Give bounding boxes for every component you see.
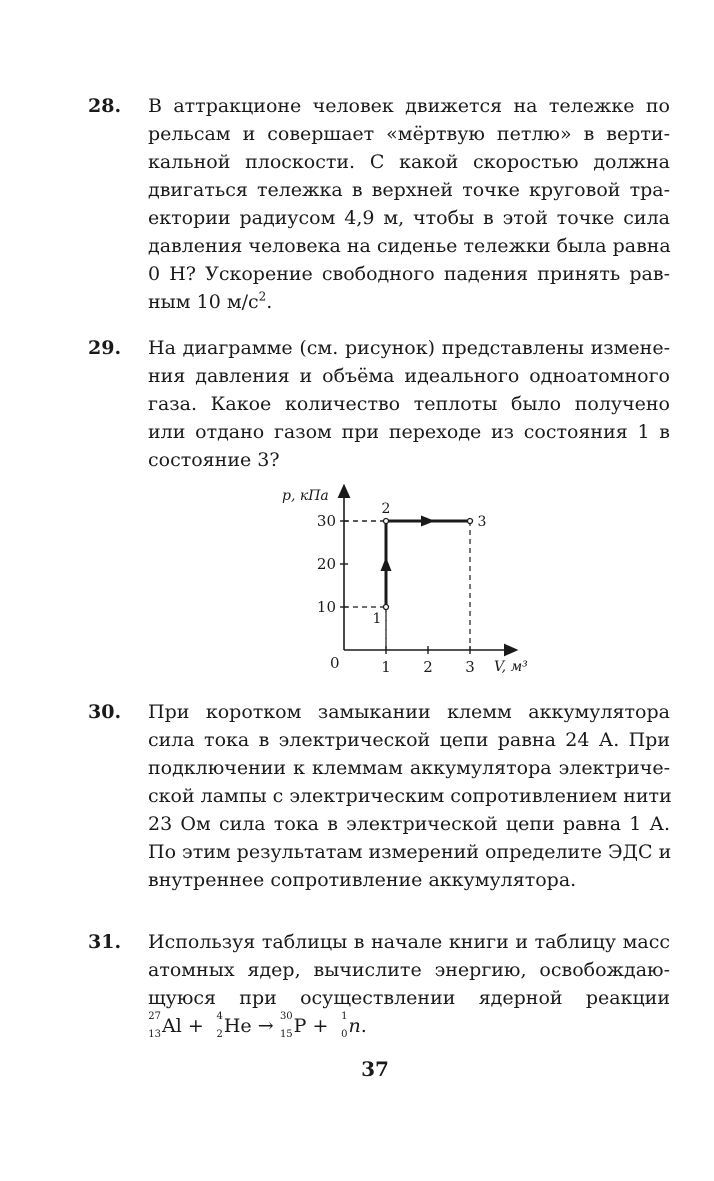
text-line: рельсам и совершает «мёртвую петлю» в верти- [148, 123, 670, 145]
text-line: или отдано газом при переходе из состояния 1 в [148, 421, 670, 443]
x-tick-label: 3 [465, 658, 475, 676]
text-line: По этим результатам измерений определите ЭДС и [148, 841, 672, 863]
y-axis-label: p, кПа [282, 488, 329, 504]
problem-number: 30. [88, 701, 122, 723]
problem-number: 29. [88, 337, 122, 359]
problem-31 [88, 928, 670, 1040]
problem-28 [88, 92, 670, 316]
direction-arrow [421, 516, 435, 527]
text-line-tail: . [266, 291, 273, 313]
problem-text [148, 92, 670, 316]
state-point [468, 519, 473, 524]
text-line-body: ным 10 м/с [148, 291, 259, 313]
element-symbol: P [293, 1015, 307, 1037]
element-symbol: He [223, 1015, 252, 1037]
page-number: 37 [361, 1057, 389, 1081]
problem-29 [88, 334, 670, 474]
text-line: 23 Ом сила тока в электрической цепи равна 1 А. [148, 813, 670, 835]
text-line: кальной плоскости. С какой скоростью должна [148, 151, 670, 173]
text-line: состояние 3? [148, 449, 280, 471]
element-symbol: Al [162, 1015, 182, 1037]
mass-number: 1 [341, 1011, 348, 1022]
plus-sign: + [187, 1015, 204, 1037]
text-line: На диаграмме (см. рисунок) представлены измене- [148, 337, 670, 359]
plus-sign: + [312, 1015, 329, 1037]
text-line: ния давления и объёма идеального одноатомного [148, 365, 670, 387]
text-line: газа. Какое количество теплоты было получено [148, 393, 670, 415]
isotope-indices [148, 1011, 162, 1040]
isotope-indices [210, 1011, 224, 1040]
state-label: 2 [381, 501, 391, 517]
y-tick-label: 30 [316, 512, 336, 530]
text-line: атомных ядер, вычислите энергию, освобождаю- [148, 959, 670, 981]
text-line: ектории радиусом 4,9 м, чтобы в этой точке сила [148, 207, 670, 229]
pv-diagram [262, 478, 562, 683]
mass-number: 30 [279, 1011, 293, 1022]
problem-text [148, 928, 670, 1040]
atomic-number: 13 [148, 1029, 161, 1040]
text-line: Используя таблицы в начале книги и таблицу масс [148, 931, 670, 953]
state-point [384, 519, 389, 524]
problem-number: 28. [88, 95, 122, 117]
text-line: 0 Н? Ускорение свободного падения принять рав- [148, 263, 670, 285]
text-line: двигаться тележка в верхней точке круговой тра- [148, 179, 670, 201]
isotope-indices [334, 1011, 348, 1040]
reaction-arrow: → [257, 1015, 274, 1037]
text-line [148, 288, 670, 316]
state-label: 1 [372, 611, 382, 627]
text-line: давления человека на сиденье тележки была равна [148, 235, 671, 257]
text-line: подключении к клеммам аккумулятора электриче- [148, 757, 670, 779]
problem-30 [88, 698, 670, 894]
text-line: При коротком замыкании клемм аккумулятора [148, 701, 670, 723]
atomic-number: 2 [216, 1029, 223, 1040]
nuclear-reaction [148, 1012, 670, 1040]
x-axis-label: V, м³ [494, 659, 528, 675]
atomic-number: 0 [341, 1029, 348, 1040]
mass-number: 4 [216, 1011, 223, 1022]
x-tick-label: 1 [381, 658, 391, 676]
text-line: ской лампы с электрическим сопротивлением нити [148, 785, 672, 807]
text-line: сила тока в электрической цепи равна 24 А. При [148, 729, 670, 751]
atomic-number: 15 [279, 1029, 293, 1040]
x-tick-label: 2 [423, 658, 433, 676]
superscript: 2 [258, 289, 267, 304]
problem-number: 31. [88, 931, 122, 953]
text-line: В аттракционе человек движется на тележке по [148, 95, 670, 117]
problem-text [148, 698, 670, 894]
isotope-indices [279, 1011, 294, 1040]
state-label: 3 [477, 514, 487, 530]
y-tick-label: 10 [316, 598, 336, 616]
mass-number: 27 [148, 1011, 161, 1022]
origin-label: 0 [330, 654, 340, 672]
text-line: щуюся при осуществлении ядерной реакции [148, 987, 670, 1009]
text-line: внутреннее сопротивление аккумулятора. [148, 869, 577, 891]
y-tick-label: 20 [316, 555, 336, 573]
direction-arrow [381, 557, 392, 571]
element-symbol: n [348, 1015, 361, 1037]
state-point [384, 605, 389, 610]
sentence-end: . [360, 1015, 367, 1037]
problem-text [148, 334, 670, 474]
